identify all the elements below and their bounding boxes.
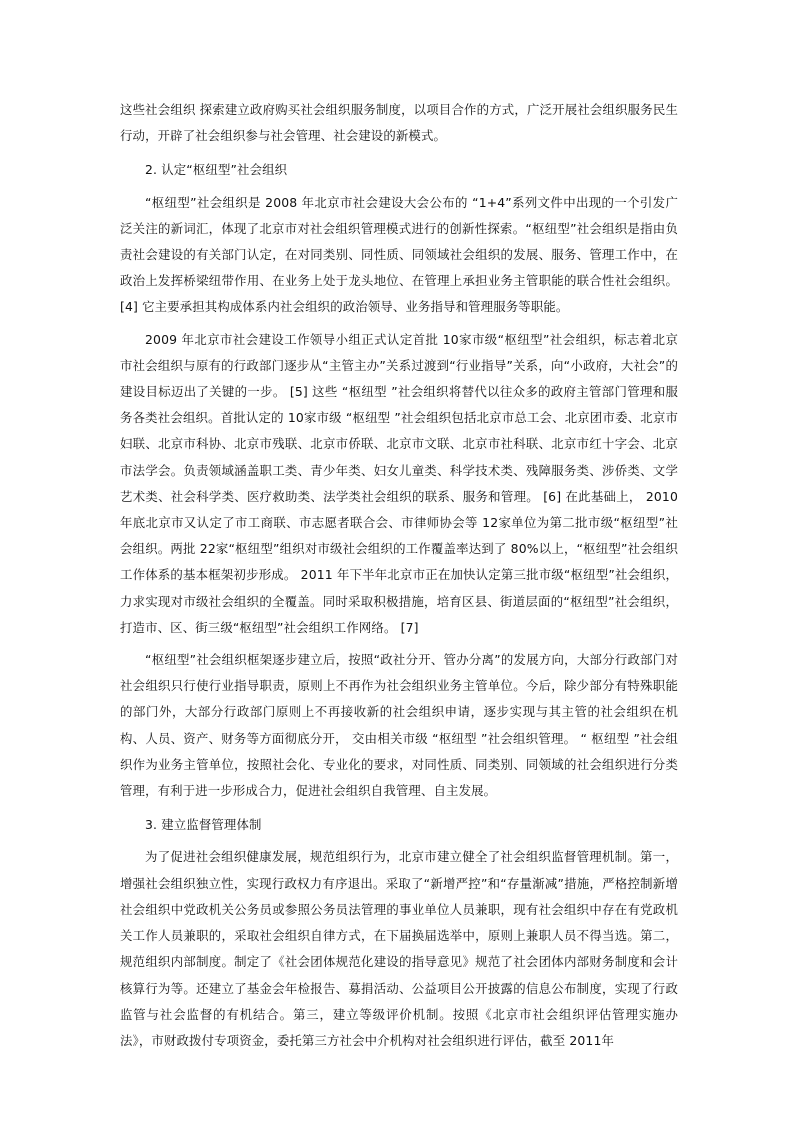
paragraph-supervision: 为了促进社会组织健康发展，规范组织行为，北京市建立健全了社会组织监督管理机制。第一，增强社会组织独立性，实现行政权力有序退出。采取了“新增严控”和“存量渐减”措施，严格控制新增社会组织中党政机关公务员或参照公务员法管理的事业单位人员兼职，现有社会组织中存在有党政机关工作人员兼职的，采取社会组织自律方式，在下届换届选举中，原则上兼职人员不得当选。第二，规范组织内部制度。制定了《社会团体规范化建设的指导意见》规范了社会团体内部财务制度和会计核算行为等。还建立了基金会年检报告、募捐活动、公益项目公开披露的信息公布制度，实现了行政监管与社会监督的有机结合。第三，建立等级评价机制。按照《北京市社会组织评估管理实施办法》，市财政拨付专项资金，委托第三方社会中介机构对社会组织进行评估，截至 2011年: [120, 849, 678, 1048]
paragraph-hub-definition: “枢纽型”社会组织是 2008 年北京市社会建设大会公布的 “1+4”系列文件中出现的一个引发广泛关注的新词汇，体现了北京市对社会组织管理模式进行的创新性探索。“枢纽型”社会组织是指由负责社会建设的有关部门认定，在对同类别、同性质、同领域社会组织的发展、服务、管理工作中，在政治上发挥桥梁纽带作用、在业务上处于龙头地位、在管理上承担业务主管职能的联合性社会组织。 [4] 它主要承担其构成体系内社会组织的政治领导、业务指导和管理服务等职能。: [120, 194, 678, 315]
section-heading-2: 2. 认定“枢纽型”社会组织: [145, 162, 288, 178]
section-heading-3: 3. 建立监督管理体制: [145, 817, 262, 833]
paragraph-hub-2009: 2009 年北京市社会建设工作领导小组正式认定首批 10家市级“枢纽型”社会组织，标志着北京市社会组织与原有的行政部门逐步从“主管主办”关系过渡到“行业指导”关系，向“小政府，大社会”的建设目标迈出了关键的一步。 [5] 这些 “枢纽型 ”社会组织将替代以往众多的政府主管部门管理和服务各类社会组织。首批认定的 10家市级 “枢纽型 ”社会组织包括北京市总工会、北京团市委、北京市妇联、北京市科协、北京市残联、北京市侨联、北京市文联、北京市社科联、北京市红十字会、北京市法学会。负责领域涵盖职工类、青少年类、妇女儿童类、科学技术类、残障服务类、涉侨类、文学艺术类、社会科学类、医疗救助类、法学类社会组织的联系、服务和管理。 [6] 在此基础上， 2010 年底北京市又认定了市工商联、市志愿者联合会、市律师协会等 12家单位为第二批市级“枢纽型”社会组织。两批 22家“枢纽型”组织对市级社会组织的工作覆盖率达到了 80%以上，“枢纽型”社会组织工作体系的基本框架初步形成。 2011 年下半年北京市正在加快认定第三批市级“枢纽型”社会组织，力求实现对市级社会组织的全覆盖。同时采取积极措施，培育区县、街道层面的“枢纽型”社会组织，打造市、区、街三级“枢纽型”社会组织工作网络。 [7]: [120, 331, 678, 635]
paragraph-continuation: 这些社会组织 探索建立政府购买社会组织服务制度，以项目合作的方式，广泛开展社会组织服务民生行动，开辟了社会组织参与社会管理、社会建设的新模式。: [120, 102, 678, 144]
document-page: [120, 97, 678, 1054]
paragraph-hub-framework: “枢纽型”社会组织框架逐步建立后，按照“政社分开、管办分离”的发展方向，大部分行政部门对社会组织只行使行业指导职责，原则上不再作为社会组织业务主管单位。今后，除少部分有特殊职能的部门外，大部分行政部门原则上不再接收新的社会组织申请，逐步实现与其主管的社会组织在机构、人员、资产、财务等方面彻底分开， 交由相关市级 “枢纽型 ”社会组织管理。 “ 枢纽型 ”社会组织作为业务主管单位，按照社会化、专业化的要求，对同性质、同类别、同领域的社会组织进行分类管理，有利于进一步形成合力，促进社会组织自我管理、自主发展。: [120, 652, 678, 799]
